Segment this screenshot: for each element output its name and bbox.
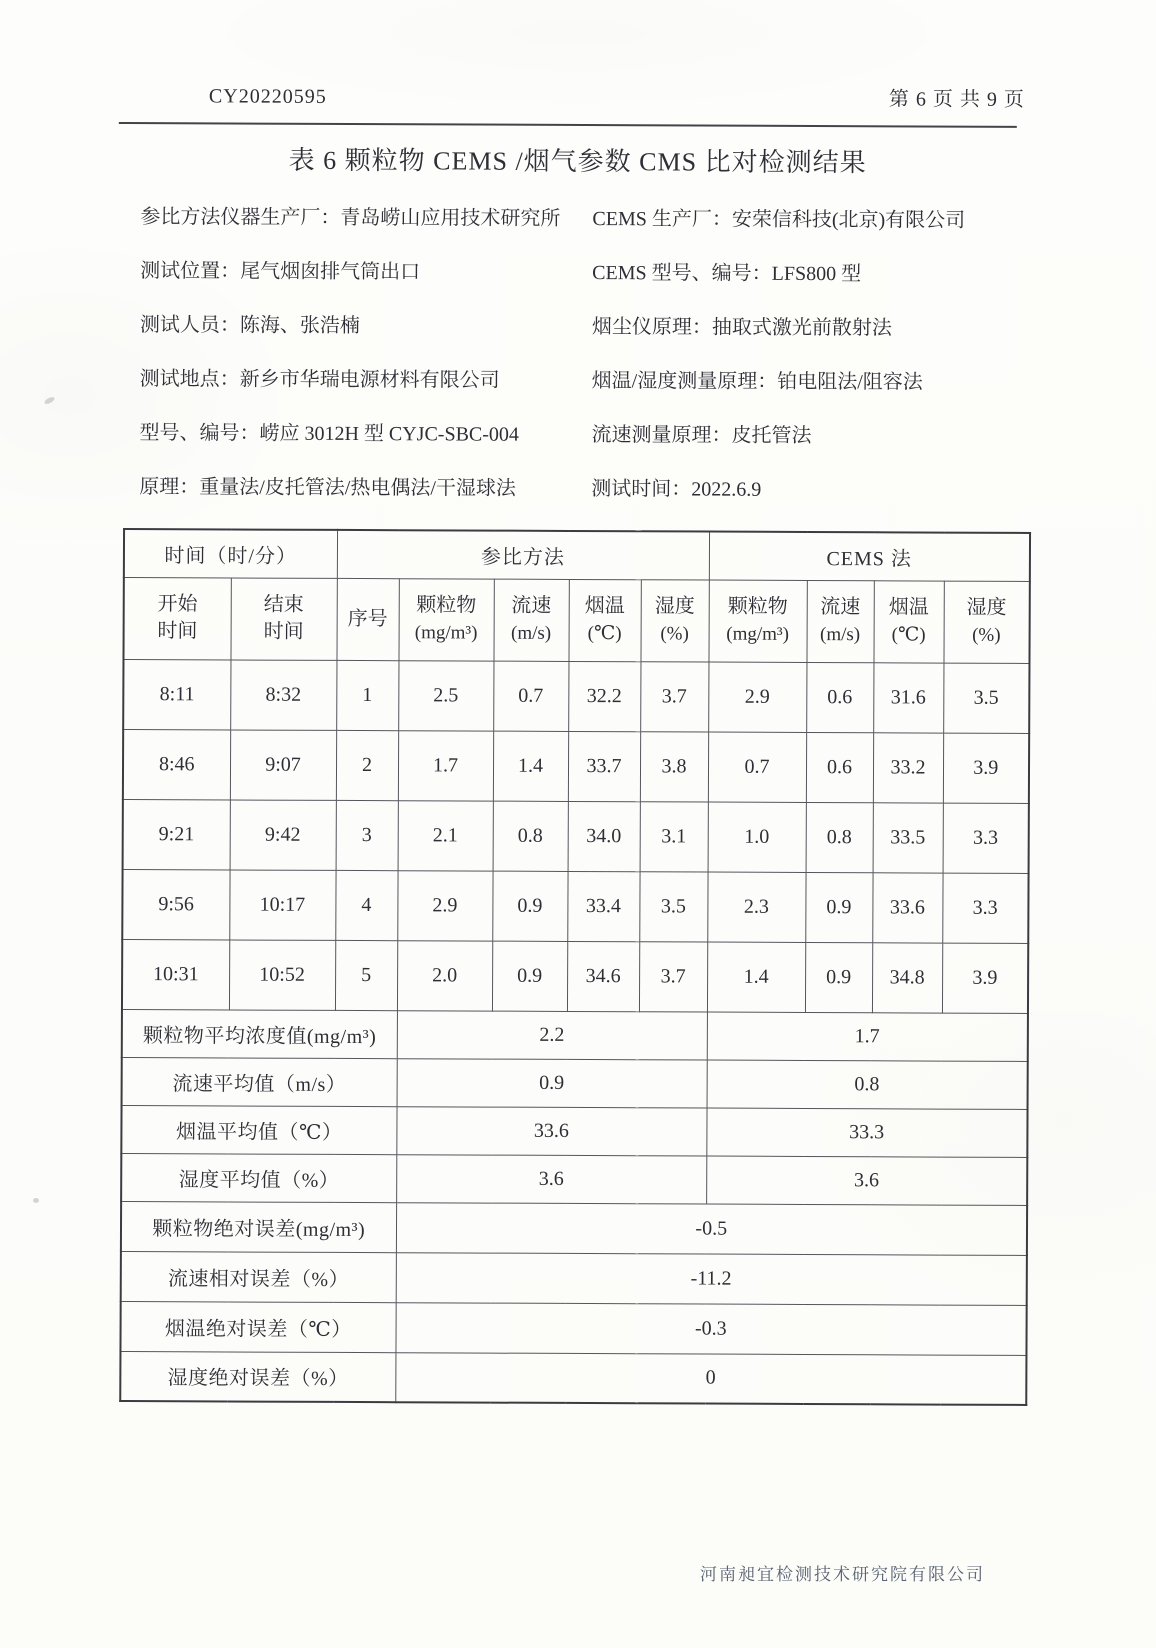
cell-ref-velocity: 0.7 bbox=[493, 661, 568, 731]
meta-row bbox=[139, 474, 1029, 505]
meta-field-cems-maker: CEMS 生产厂：安荣信科技(北京)有限公司 bbox=[592, 208, 966, 232]
column-title: 烟温 bbox=[888, 596, 929, 619]
summary-row-temperature-average bbox=[121, 1105, 1027, 1157]
summary-label: 颗粒物平均浓度值(mg/m³) bbox=[122, 1009, 397, 1058]
table-row bbox=[122, 869, 1028, 943]
column-header-ref-velocity bbox=[493, 579, 568, 661]
meta-field-instrument-model: 型号、编号：崂应 3012H 型 CYJC-SBC-004 bbox=[139, 422, 520, 446]
column-title: 序号 bbox=[347, 607, 388, 630]
error-value: -0.5 bbox=[396, 1202, 1027, 1255]
summary-label: 烟温平均值（℃） bbox=[121, 1105, 396, 1154]
cell-ref-temperature: 33.4 bbox=[567, 871, 639, 941]
error-value: 0 bbox=[395, 1352, 1026, 1405]
column-header-cems-particulate bbox=[708, 580, 806, 662]
header-reference-method-group: 参比方法 bbox=[337, 530, 709, 580]
cell-ref-humidity: 3.7 bbox=[640, 661, 708, 731]
column-header-ref-particulate bbox=[398, 578, 493, 660]
meta-field-temp-humidity-principle: 烟温/湿度测量原理：铂电阻法/阻容法 bbox=[591, 370, 923, 394]
cell-cems-temperature: 33.6 bbox=[872, 872, 942, 942]
cell-cems-temperature: 34.8 bbox=[872, 942, 942, 1012]
cell-cems-velocity: 0.8 bbox=[806, 802, 873, 872]
cell-start-time: 8:46 bbox=[123, 729, 230, 799]
cell-ref-velocity: 0.9 bbox=[492, 871, 567, 941]
cell-cems-velocity: 0.9 bbox=[805, 942, 872, 1012]
summary-cems-value: 0.8 bbox=[707, 1060, 1028, 1109]
column-title: 流速 bbox=[820, 596, 861, 619]
cell-cems-particulate: 0.7 bbox=[708, 732, 806, 802]
header-rule bbox=[119, 122, 1017, 128]
cell-ref-temperature: 34.0 bbox=[568, 801, 640, 871]
meta-row bbox=[140, 312, 1030, 343]
doc-number: CY20220595 bbox=[208, 85, 327, 108]
column-title: 颗粒物 bbox=[727, 595, 788, 618]
column-unit: (mg/m³) bbox=[726, 623, 789, 645]
error-label: 烟温绝对误差（℃） bbox=[120, 1301, 395, 1352]
column-title: 时间 bbox=[263, 620, 304, 643]
meta-row bbox=[139, 420, 1029, 451]
column-unit: (mg/m³) bbox=[414, 622, 478, 644]
summary-row-velocity-average bbox=[122, 1057, 1028, 1109]
column-title: 流速 bbox=[511, 594, 552, 617]
meta-field-test-personnel: 测试人员：陈海、张浩楠 bbox=[139, 314, 360, 338]
header-time-group: 时间（时/分） bbox=[124, 529, 337, 578]
cell-cems-humidity: 3.5 bbox=[943, 663, 1029, 733]
column-header-cems-temperature bbox=[873, 580, 943, 662]
document-header bbox=[125, 84, 1031, 112]
error-row-humidity-absolute bbox=[120, 1351, 1026, 1405]
error-label: 颗粒物绝对误差(mg/m³) bbox=[121, 1201, 396, 1252]
meta-field-test-position: 测试位置：尾气烟囱排气筒出口 bbox=[140, 260, 421, 284]
cell-ref-temperature: 34.6 bbox=[567, 941, 639, 1011]
metadata-section bbox=[139, 204, 1030, 505]
cell-sequence: 4 bbox=[335, 870, 397, 940]
cell-cems-temperature: 31.6 bbox=[873, 662, 943, 732]
page-title: 表 6 颗粒物 CEMS /烟气参数 CMS 比对检测结果 bbox=[288, 145, 867, 178]
cell-end-time: 9:07 bbox=[230, 729, 336, 799]
error-row-particulate-absolute bbox=[121, 1201, 1027, 1255]
meta-field-velocity-principle: 流速测量原理：皮托管法 bbox=[591, 424, 812, 447]
table-row bbox=[123, 659, 1029, 733]
error-row-temperature-absolute bbox=[120, 1301, 1026, 1355]
cell-start-time: 9:21 bbox=[123, 799, 230, 869]
column-unit: (℃) bbox=[891, 624, 926, 646]
cell-cems-humidity: 3.3 bbox=[943, 803, 1029, 873]
summary-ref-value: 0.9 bbox=[397, 1058, 707, 1107]
table-row bbox=[123, 799, 1029, 873]
error-label: 流速相对误差（%） bbox=[121, 1251, 396, 1302]
scan-artifact bbox=[43, 396, 55, 406]
column-header-end-time bbox=[230, 577, 336, 659]
meta-field-cems-model: CEMS 型号、编号：LFS800 型 bbox=[592, 262, 862, 286]
page-indicator: 第 6 页 共 9 页 bbox=[888, 88, 1025, 111]
summary-row-humidity-average bbox=[121, 1153, 1027, 1205]
cell-cems-humidity: 3.9 bbox=[943, 733, 1029, 803]
meta-field-test-date: 测试时间：2022.6.9 bbox=[591, 478, 762, 501]
page-content bbox=[119, 84, 1031, 1406]
scan-artifact bbox=[33, 1198, 39, 1203]
column-unit: (%) bbox=[660, 623, 689, 645]
cell-start-time: 9:56 bbox=[122, 869, 229, 939]
column-header-sequence bbox=[336, 578, 398, 660]
summary-ref-value: 33.6 bbox=[396, 1106, 706, 1155]
summary-ref-value: 3.6 bbox=[396, 1154, 706, 1203]
cell-ref-temperature: 32.2 bbox=[568, 661, 640, 731]
error-row-velocity-relative bbox=[121, 1251, 1027, 1305]
column-header-ref-temperature bbox=[568, 579, 640, 661]
cell-ref-particulate: 2.0 bbox=[397, 940, 492, 1010]
column-header-cems-humidity bbox=[943, 581, 1029, 663]
cell-sequence: 1 bbox=[336, 660, 398, 730]
cell-cems-particulate: 2.9 bbox=[708, 662, 806, 732]
cell-sequence: 2 bbox=[336, 730, 398, 800]
error-label: 湿度绝对误差（%） bbox=[120, 1351, 395, 1402]
cell-ref-particulate: 2.1 bbox=[398, 800, 493, 870]
cell-cems-particulate: 1.4 bbox=[707, 942, 805, 1012]
cell-cems-particulate: 2.3 bbox=[707, 872, 805, 942]
cell-ref-particulate: 2.5 bbox=[398, 660, 493, 730]
cell-end-time: 10:52 bbox=[229, 939, 335, 1009]
summary-cems-value: 3.6 bbox=[706, 1156, 1027, 1205]
cell-cems-humidity: 3.9 bbox=[942, 943, 1028, 1013]
error-value: -0.3 bbox=[395, 1302, 1026, 1355]
meta-field-ref-principle: 原理：重量法/皮托管法/热电偶法/干湿球法 bbox=[139, 476, 516, 500]
cell-ref-velocity: 1.4 bbox=[493, 731, 568, 801]
column-title: 开始 bbox=[157, 593, 198, 616]
cell-ref-particulate: 1.7 bbox=[398, 730, 493, 800]
cell-cems-temperature: 33.2 bbox=[873, 732, 943, 802]
meta-field-dust-meter-principle: 烟尘仪原理：抽取式激光前散射法 bbox=[591, 316, 892, 340]
cell-ref-particulate: 2.9 bbox=[397, 870, 492, 940]
column-unit: (m/s) bbox=[819, 624, 861, 646]
column-title: 烟温 bbox=[584, 595, 625, 618]
cell-ref-humidity: 3.5 bbox=[639, 871, 707, 941]
cell-cems-velocity: 0.6 bbox=[806, 732, 873, 802]
column-unit: (℃) bbox=[587, 623, 622, 645]
table-row bbox=[122, 939, 1028, 1013]
meta-field-test-site: 测试地点：新乡市华瑞电源材料有限公司 bbox=[139, 368, 500, 392]
summary-ref-value: 2.2 bbox=[397, 1010, 707, 1059]
column-header-ref-humidity bbox=[640, 579, 708, 661]
column-unit: (%) bbox=[972, 624, 1001, 646]
summary-label: 湿度平均值（%） bbox=[121, 1153, 396, 1202]
cell-ref-velocity: 0.8 bbox=[493, 801, 568, 871]
column-title: 结束 bbox=[263, 593, 304, 616]
cell-ref-temperature: 33.7 bbox=[568, 731, 640, 801]
cell-cems-particulate: 1.0 bbox=[708, 802, 806, 872]
cell-cems-temperature: 33.5 bbox=[873, 802, 943, 872]
cell-end-time: 8:32 bbox=[230, 659, 336, 729]
summary-label: 流速平均值（m/s） bbox=[122, 1057, 397, 1106]
meta-row bbox=[140, 258, 1030, 289]
error-value: -11.2 bbox=[396, 1252, 1027, 1305]
cell-ref-humidity: 3.1 bbox=[640, 801, 708, 871]
cell-end-time: 10:17 bbox=[229, 869, 335, 939]
cell-ref-humidity: 3.7 bbox=[639, 941, 707, 1011]
meta-row bbox=[140, 204, 1030, 235]
column-header-start-time bbox=[123, 577, 230, 659]
column-title: 湿度 bbox=[966, 596, 1007, 619]
table-row bbox=[123, 729, 1029, 803]
summary-cems-value: 1.7 bbox=[707, 1012, 1028, 1061]
cell-cems-velocity: 0.9 bbox=[805, 872, 872, 942]
cell-start-time: 8:11 bbox=[123, 659, 230, 729]
column-title: 湿度 bbox=[654, 595, 695, 618]
cell-cems-velocity: 0.6 bbox=[806, 662, 873, 732]
meta-field-ref-instrument-maker: 参比方法仪器生产厂：青岛崂山应用技术研究所 bbox=[140, 206, 561, 230]
column-title: 颗粒物 bbox=[416, 594, 477, 617]
column-unit: (m/s) bbox=[510, 622, 552, 644]
cell-start-time: 10:31 bbox=[122, 939, 229, 1009]
cell-end-time: 9:42 bbox=[230, 799, 336, 869]
cell-ref-velocity: 0.9 bbox=[492, 941, 567, 1011]
cell-sequence: 3 bbox=[336, 800, 398, 870]
meta-row bbox=[140, 366, 1030, 397]
column-title: 时间 bbox=[157, 620, 198, 643]
results-table bbox=[119, 528, 1031, 1406]
cell-cems-humidity: 3.3 bbox=[942, 873, 1028, 943]
summary-cems-value: 33.3 bbox=[706, 1108, 1027, 1157]
cell-sequence: 5 bbox=[335, 940, 397, 1010]
column-header-cems-velocity bbox=[806, 580, 873, 662]
cell-ref-humidity: 3.8 bbox=[640, 731, 708, 801]
footer-company: 河南昶宜检测技术研究院有限公司 bbox=[700, 1565, 985, 1584]
header-cems-method-group: CEMS 法 bbox=[709, 532, 1030, 581]
summary-row-particulate-average bbox=[122, 1009, 1028, 1061]
